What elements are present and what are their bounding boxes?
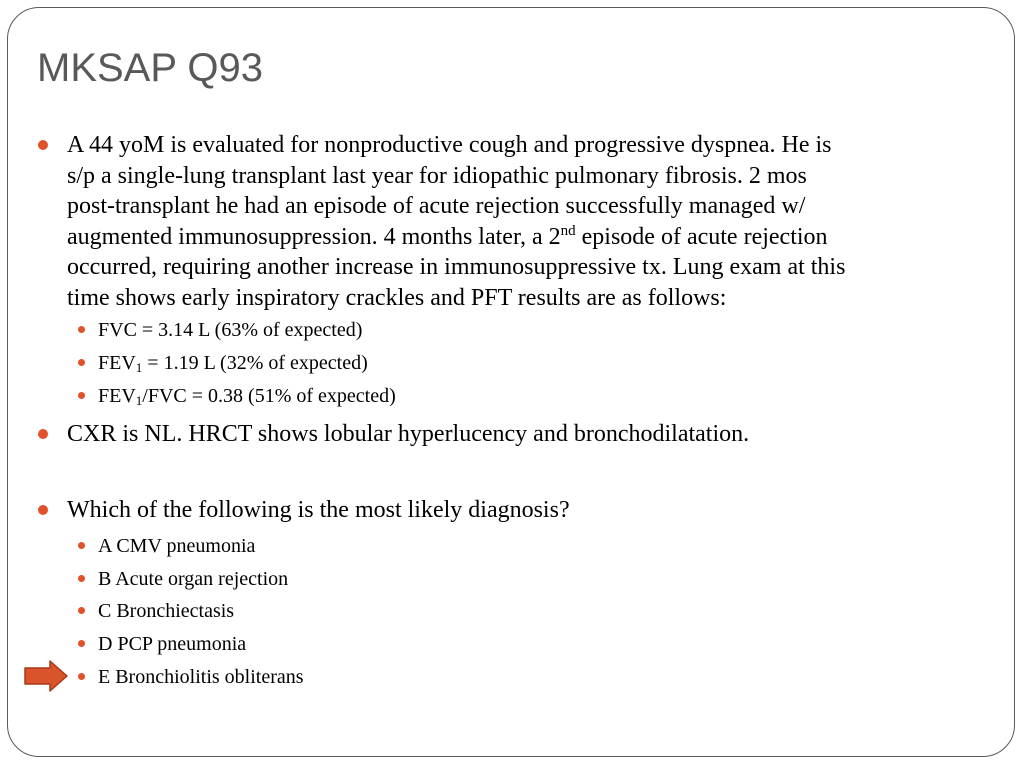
option-b: B Acute organ rejection — [98, 568, 289, 590]
pft-text: FEV — [98, 352, 136, 374]
stem-line: time shows early inspiratory crackles and PFT results are as follows: — [67, 284, 727, 311]
bullet-icon — [38, 505, 48, 515]
bullet-icon — [38, 140, 48, 150]
option-a: A CMV pneumonia — [98, 535, 256, 557]
pft-fev1 — [98, 350, 978, 376]
pft-text: = 1.19 L (32% of expected) — [142, 352, 368, 374]
pft-text: /FVC = 0.38 (51% of expected) — [142, 385, 396, 407]
bullet-icon — [78, 575, 85, 582]
stem-text: augmented immunosuppression. 4 months later, a 2 — [67, 223, 561, 250]
ordinal-suffix: nd — [560, 222, 576, 239]
option-d: D PCP pneumonia — [98, 633, 247, 655]
subscript: 1 — [135, 360, 143, 375]
bullet-icon — [38, 429, 48, 439]
bullet-icon — [78, 640, 85, 647]
bullet-icon — [78, 359, 85, 366]
bullet-icon — [78, 542, 85, 549]
pft-ratio — [98, 383, 978, 409]
question-prompt: Which of the following is the most likely diagnosis? — [67, 497, 570, 523]
stem-line: A 44 yoM is evaluated for nonproductive cough and progressive dyspnea. He is — [67, 132, 832, 158]
slide-title: MKSAP Q93 — [37, 46, 264, 90]
question-stem — [67, 130, 995, 313]
stem-line — [67, 222, 995, 253]
pft-fvc: FVC = 3.14 L (63% of expected) — [98, 319, 363, 341]
option-c: C Bronchiectasis — [98, 600, 235, 622]
stem-text: episode of acute rejection — [575, 223, 828, 250]
stem-line: s/p a single-lung transplant last year for idiopathic pulmonary fibrosis. 2 mos — [67, 162, 807, 189]
pft-text: FEV — [98, 385, 136, 407]
stem-line: occurred, requiring another increase in immunosuppressive tx. Lung exam at this — [67, 254, 846, 280]
bullet-icon — [78, 392, 85, 399]
bullet-icon — [78, 673, 85, 680]
right-arrow-icon — [24, 660, 68, 692]
stem-line: post-transplant he had an episode of acute rejection successfully managed w/ — [67, 193, 806, 219]
bullet-icon — [78, 326, 85, 333]
bullet-icon — [78, 607, 85, 614]
option-e: E Bronchiolitis obliterans — [98, 666, 304, 688]
subscript: 1 — [135, 393, 143, 408]
imaging-findings: CXR is NL. HRCT shows lobular hyperlucency and bronchodilatation. — [67, 421, 750, 447]
